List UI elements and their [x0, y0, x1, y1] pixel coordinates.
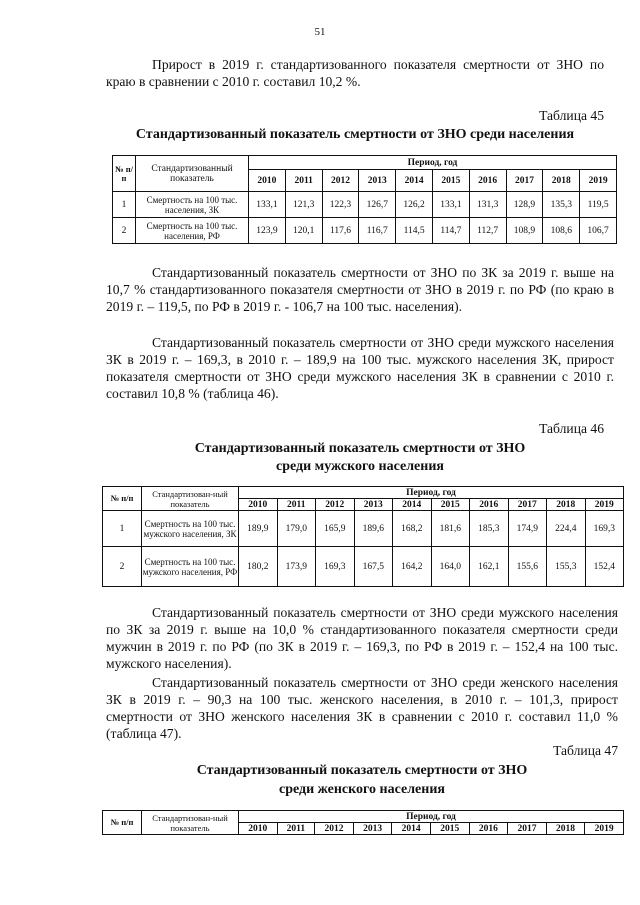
- table47-year: 2014: [392, 823, 431, 835]
- table-cell: 162,1: [470, 547, 509, 587]
- table47-col-no: № п/п: [103, 811, 142, 835]
- table46-year: 2019: [585, 499, 624, 511]
- table46-col-indicator: Стандартизован-ный показатель: [142, 487, 239, 511]
- table46-year: 2017: [508, 499, 547, 511]
- paragraph-male-total: Стандартизованный показатель смертности от ЗНО среди мужского населения ЗК в 2019 г. – 169,3, в 2010 г. – 189,9 на 100 тыс. мужского населения ЗК, прирост показателя смертности от ЗНО среди мужского населения ЗК в сравнении с 2010 г. составил 10,8 % (таблица 46).: [106, 335, 614, 401]
- table-cell: 169,3: [585, 511, 624, 547]
- table-cell: 108,9: [506, 218, 543, 244]
- table-cell: 169,3: [316, 547, 355, 587]
- table47-title-line2: среди женского населения: [279, 782, 445, 797]
- table47-label: Таблица 47: [553, 743, 618, 758]
- table45-year: 2010: [249, 170, 286, 192]
- row-indicator: Смертность на 100 тыс. мужского населения, ЗК: [142, 511, 239, 547]
- table-cell: 121,3: [285, 192, 322, 218]
- table45-year: 2019: [580, 170, 617, 192]
- table-cell: 135,3: [543, 192, 580, 218]
- table47-year: 2010: [239, 823, 278, 835]
- table-row: [103, 547, 624, 587]
- table47-year: 2013: [353, 823, 392, 835]
- table47-year: 2015: [430, 823, 469, 835]
- table-cell: 126,2: [396, 192, 433, 218]
- table-cell: 185,3: [470, 511, 509, 547]
- table-cell: 155,3: [547, 547, 586, 587]
- table47-year: 2018: [546, 823, 585, 835]
- table46-title-line1: Стандартизованный показатель смертности от ЗНО: [194, 441, 526, 456]
- table45-year: 2018: [543, 170, 580, 192]
- row-number: 1: [113, 192, 136, 218]
- table-cell: 164,2: [393, 547, 432, 587]
- table-cell: 180,2: [239, 547, 278, 587]
- table-cell: 173,9: [277, 547, 316, 587]
- row-indicator: Смертность на 100 тыс. населения, ЗК: [136, 192, 249, 218]
- table46-year: 2014: [393, 499, 432, 511]
- table-cell: 112,7: [469, 218, 506, 244]
- table45-label: Таблица 45: [539, 108, 604, 123]
- table47-year: 2016: [469, 823, 508, 835]
- table46-year: 2010: [239, 499, 278, 511]
- table-cell: 181,6: [431, 511, 470, 547]
- row-number: 2: [103, 547, 142, 587]
- table45-year: 2012: [322, 170, 359, 192]
- table45-col-no: № п/ п: [113, 156, 136, 192]
- table-row: [113, 192, 617, 218]
- table46-year: 2015: [431, 499, 470, 511]
- table-cell: 179,0: [277, 511, 316, 547]
- table46-year: 2012: [316, 499, 355, 511]
- table47-year: 2017: [508, 823, 547, 835]
- table-cell: 114,7: [432, 218, 469, 244]
- table-cell: 131,3: [469, 192, 506, 218]
- table45-year: 2013: [359, 170, 396, 192]
- table46-period: Период, год: [239, 487, 624, 499]
- table47-year: 2019: [585, 823, 624, 835]
- table47: [102, 810, 624, 835]
- row-indicator: Смертность на 100 тыс. мужского населения, РФ: [142, 547, 239, 587]
- table-cell: 108,6: [543, 218, 580, 244]
- table-cell: 189,9: [239, 511, 278, 547]
- table45-year: 2015: [432, 170, 469, 192]
- paragraph-male-comparison: Стандартизованный показатель смертности от ЗНО среди мужского населения по ЗК за 2019 г. выше на 10,0 % стандартизованного показателя смертности среди мужчин в 2019 г. по РФ (по ЗК в 2019 г. – 169,3, по РФ в 2019 г. – 152,4 на 100 тыс. мужского населения).: [106, 605, 618, 671]
- table45-year: 2016: [469, 170, 506, 192]
- paragraph-comparison-total: Стандартизованный показатель смертности от ЗНО по ЗК за 2019 г. выше на 10,7 % стандартизованного показателя смертности от ЗНО в 2019 г. по РФ (по краю в 2019 г. – 119,5, по РФ в 2019 г. - 106,7 на 100 тыс. населения).: [106, 265, 614, 314]
- table46-year: 2016: [470, 499, 509, 511]
- row-number: 1: [103, 511, 142, 547]
- table45-year: 2014: [396, 170, 433, 192]
- table45-col-indicator: Стандартизованный показатель: [136, 156, 249, 192]
- table-cell: 165,9: [316, 511, 355, 547]
- table-cell: 128,9: [506, 192, 543, 218]
- table-cell: 119,5: [580, 192, 617, 218]
- table-cell: 189,6: [354, 511, 393, 547]
- table-cell: 114,5: [396, 218, 433, 244]
- table-row: [113, 218, 617, 244]
- paragraph-increase-total: Прирост в 2019 г. стандартизованного показателя смертности от ЗНО по краю в сравнении с 2010 г. составил 10,2 %.: [106, 57, 604, 89]
- table45-period: Период, год: [249, 156, 617, 170]
- table-cell: 164,0: [431, 547, 470, 587]
- table-cell: 117,6: [322, 218, 359, 244]
- table-cell: 126,7: [359, 192, 396, 218]
- table45-title: Стандартизованный показатель смертности от ЗНО среди населения: [135, 127, 575, 142]
- table-cell: 168,2: [393, 511, 432, 547]
- table46-title-line2: среди мужского населения: [276, 459, 444, 474]
- table-cell: 155,6: [508, 547, 547, 587]
- table-row: [103, 511, 624, 547]
- table47-year: 2012: [315, 823, 354, 835]
- table-cell: 123,9: [249, 218, 286, 244]
- table-cell: 120,1: [285, 218, 322, 244]
- table46-year: 2011: [277, 499, 316, 511]
- table47-year: 2011: [277, 823, 315, 835]
- table47-period: Период, год: [239, 811, 624, 823]
- table-cell: 116,7: [359, 218, 396, 244]
- table-cell: 224,4: [547, 511, 586, 547]
- table-cell: 133,1: [432, 192, 469, 218]
- page-number: 51: [314, 26, 326, 38]
- table45-year: 2017: [506, 170, 543, 192]
- table-cell: 106,7: [580, 218, 617, 244]
- table47-col-indicator: Стандартизован-ный показатель: [142, 811, 239, 835]
- table-cell: 122,3: [322, 192, 359, 218]
- row-number: 2: [113, 218, 136, 244]
- table45-year: 2011: [285, 170, 322, 192]
- table-cell: 167,5: [354, 547, 393, 587]
- table46-year: 2018: [547, 499, 586, 511]
- table-cell: 174,9: [508, 511, 547, 547]
- table-cell: 133,1: [249, 192, 286, 218]
- table46-year: 2013: [354, 499, 393, 511]
- table46-col-no: № п/п: [103, 487, 142, 511]
- row-indicator: Смертность на 100 тыс. населения, РФ: [136, 218, 249, 244]
- table46-label: Таблица 46: [539, 421, 604, 436]
- table-cell: 152,4: [585, 547, 624, 587]
- table46: [102, 486, 624, 587]
- table45: [112, 155, 617, 244]
- table47-title-line1: Стандартизованный показатель смертности от ЗНО: [196, 763, 528, 778]
- paragraph-female-total: Стандартизованный показатель смертности от ЗНО среди женского населения ЗК в 2019 г. – 90,3 на 100 тыс. женского населения, в 2010 г. – 101,3, прирост смертности от ЗНО женского населения ЗК в сравнении с 2010 г. составил 11,0 % (таблица 47).: [106, 675, 618, 741]
